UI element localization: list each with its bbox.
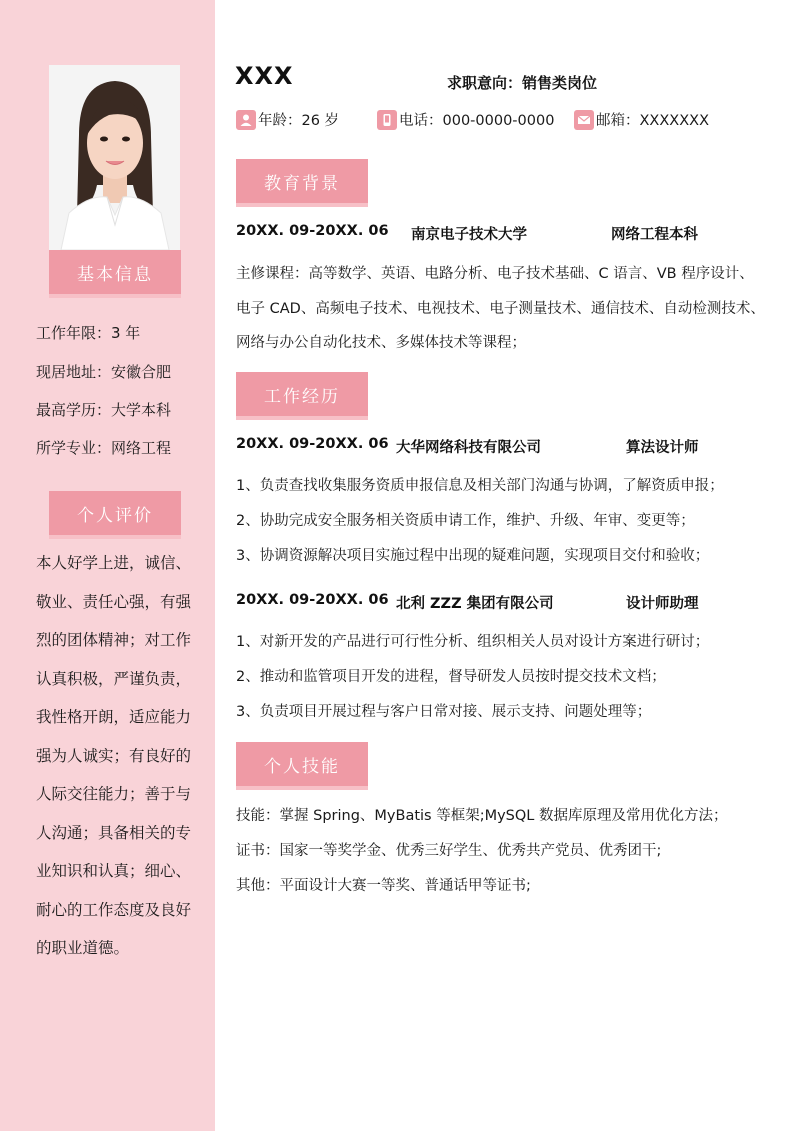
- candidate-name: XXX: [235, 62, 294, 90]
- education-course-line: 主修课程：高等数学、英语、电路分析、电子技术基础、C 语言、VB 程序设计、: [236, 266, 754, 282]
- other-line: 其他：平面设计大赛一等奖、普通话甲等证书;: [236, 878, 531, 894]
- education-course-line: 网络与办公自动化技术、多媒体技术等课程；: [236, 335, 526, 351]
- certificates-line: 证书：国家一等奖学金、优秀三好学生、优秀共产党员、优秀团干;: [236, 843, 662, 859]
- job-duty: 2、推动和监管项目开发的进程，督导研发人员按时提交技术文档；: [236, 669, 666, 685]
- job-company: 北利 ZZZ 集团有限公司: [396, 596, 554, 612]
- highest-education: 最高学历：大学本科: [36, 401, 172, 419]
- job-intent: 求职意向：销售类岗位: [447, 74, 598, 92]
- age-text: 年龄：26 岁: [258, 113, 340, 129]
- job-duty: 2、协助完成安全服务相关资质申请工作，维护、升级、年审、变更等；: [236, 513, 695, 529]
- self-evaluation-text: 本人好学上进，诚信、敬业、责任心强，有强烈的团体精神；对工作认真积极，严谨负责，我性格开朗，适应能力强为人诚实；有良好的人际交往能力；善于与人沟通；具备相关的专业知识和认真；细心、耐心的工作态度及良好的职业道德。: [36, 554, 192, 957]
- job-role: 设计师助理: [626, 596, 699, 612]
- education-major: 网络工程本科: [611, 227, 698, 243]
- email-text: 邮箱：XXXXXXX: [596, 113, 710, 129]
- work-heading: 工作经历: [236, 372, 368, 416]
- email-info: [574, 109, 709, 130]
- education-course-line: 电子 CAD、高频电子技术、电视技术、电子测量技术、通信技术、自动检测技术、: [236, 301, 765, 317]
- work-years: 工作年限：3 年: [36, 324, 141, 342]
- sidebar: [0, 0, 215, 1131]
- major-field: 所学专业：网络工程: [36, 439, 172, 457]
- job-period: 20XX. 09-20XX. 06: [236, 592, 389, 608]
- phone-icon: [377, 110, 397, 130]
- phone-text: 电话：000-0000-0000: [399, 113, 555, 129]
- person-icon: [236, 110, 256, 130]
- age-info: [236, 109, 339, 130]
- job-duty: 1、对新开发的产品进行可行性分析、组织相关人员对设计方案进行研讨；: [236, 634, 710, 650]
- profile-photo: [49, 65, 180, 250]
- job-period: 20XX. 09-20XX. 06: [236, 436, 389, 452]
- phone-info: [377, 109, 554, 130]
- basic-info-heading: 基本信息: [49, 250, 181, 294]
- current-address: 现居地址：安徽合肥: [36, 363, 172, 381]
- education-period: 20XX. 09-20XX. 06: [236, 223, 389, 239]
- education-heading: 教育背景: [236, 159, 368, 203]
- job-company: 大华网络科技有限公司: [396, 440, 541, 456]
- job-role: 算法设计师: [626, 440, 699, 456]
- job-duty: 1、负责查找收集服务资质申报信息及相关部门沟通与协调，了解资质申报；: [236, 478, 724, 494]
- skills-heading: 个人技能: [236, 742, 368, 786]
- self-evaluation-heading: 个人评价: [49, 491, 181, 535]
- portrait-image: [49, 65, 180, 250]
- job-duty: 3、协调资源解决项目实施过程中出现的疑难问题，实现项目交付和验收；: [236, 548, 710, 564]
- job-duty: 3、负责项目开展过程与客户日常对接、展示支持、问题处理等；: [236, 704, 652, 720]
- education-school: 南京电子技术大学: [411, 227, 527, 243]
- mail-icon: [574, 110, 594, 130]
- skills-line: 技能：掌握 Spring、MyBatis 等框架;MySQL 数据库原理及常用优化方法；: [236, 808, 728, 824]
